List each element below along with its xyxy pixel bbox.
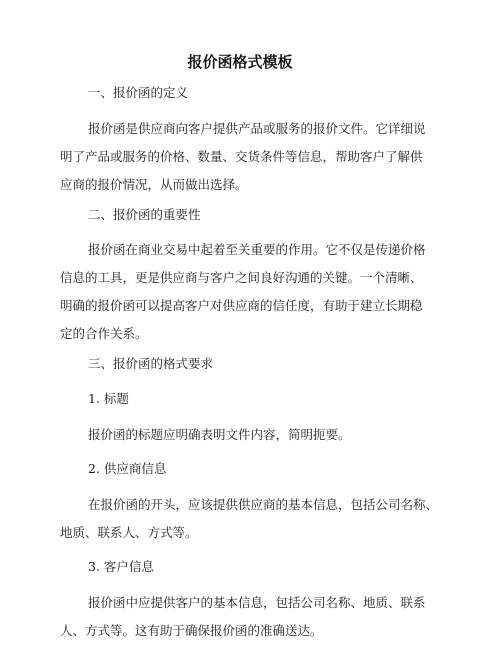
paragraph-line: 报价函是供应商向客户提供产品或服务的报价文件。它详细说	[88, 121, 426, 136]
paragraph-line: 报价函在商业交易中起着至关重要的作用。它不仅是传递价格	[88, 242, 426, 257]
document-title: 报价函格式模板	[187, 53, 293, 71]
subsection-heading-customer: 3. 客户信息	[88, 559, 154, 574]
subsection-heading-supplier: 2. 供应商信息	[88, 461, 167, 476]
paragraph-line: 在报价函的开头，应该提供供应商的基本信息，包括公司名称、	[88, 497, 439, 512]
section-heading-definition: 一、报价函的定义	[88, 85, 189, 100]
paragraph-line: 报价函中应提供客户的基本信息，包括公司名称、地质、联系	[88, 595, 426, 610]
section-paragraph-importance	[60, 236, 434, 348]
subsection-paragraph-title	[60, 421, 434, 449]
section-heading-format: 三、报价函的格式要求	[88, 356, 214, 371]
paragraph-line: 报价函的标题应明确表明文件内容，简明扼要。	[88, 427, 351, 442]
subsection-heading-title: 1. 标题	[88, 391, 129, 406]
paragraph-line: 人、方式等。这有助于确保报价函的准确送达。	[60, 623, 323, 638]
subsection-paragraph-supplier	[60, 491, 439, 547]
subsection-paragraph-customer	[60, 589, 434, 645]
paragraph-line: 明确的报价函可以提高客户对供应商的信任度，有助于建立长期稳	[60, 298, 423, 313]
paragraph-line: 信息的工具，更是供应商与客户之间良好沟通的关键。一个清晰、	[60, 270, 423, 285]
paragraph-line: 明了产品或服务的价格、数量、交货条件等信息，帮助客户了解供	[60, 149, 423, 164]
paragraph-line: 地质、联系人、方式等。	[60, 525, 198, 540]
section-paragraph-definition	[60, 115, 434, 199]
paragraph-line: 应商的报价情况，从而做出选择。	[60, 177, 248, 192]
section-heading-importance: 二、报价函的重要性	[88, 207, 201, 222]
paragraph-line: 定的合作关系。	[60, 326, 148, 341]
